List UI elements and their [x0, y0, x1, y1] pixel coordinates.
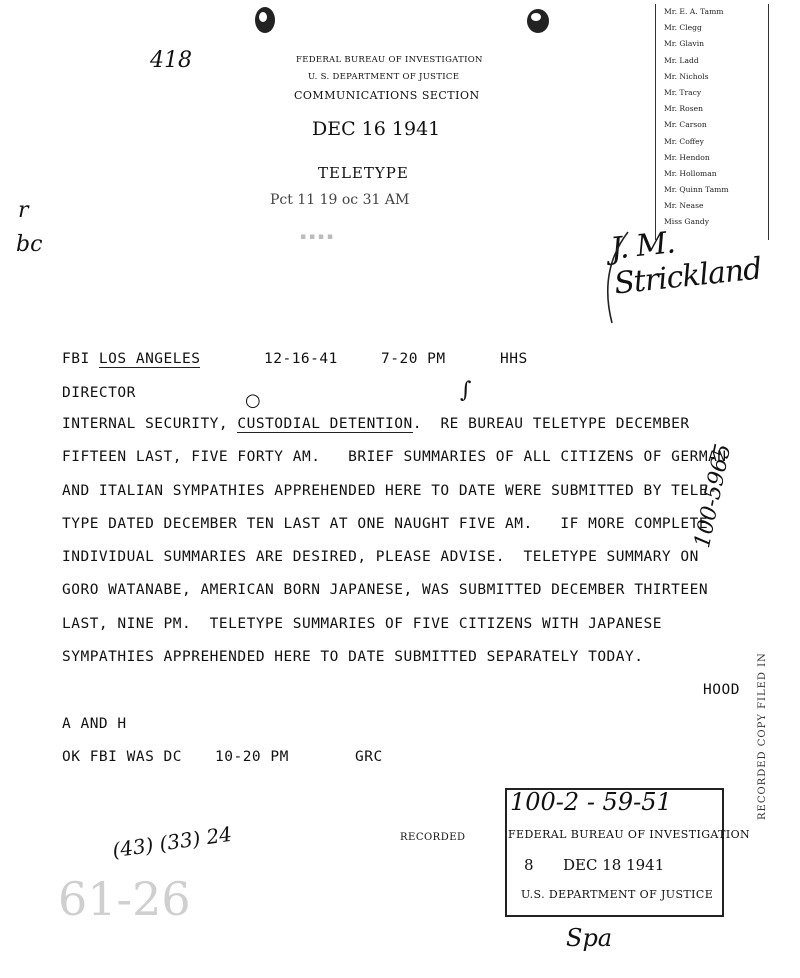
stamp-department: U.S. DEPARTMENT OF JUSTICE [521, 888, 714, 901]
body-line: AND ITALIAN SYMPATHIES APPREHENDED HERE TO DATE WERE SUBMITTED BY TELE- [62, 483, 718, 499]
routing-list [655, 4, 769, 240]
message-date: 12-16-41 [264, 351, 338, 367]
body-line: LAST, NINE PM. TELETYPE SUMMARIES OF FIVE CITIZENS WITH JAPANESE [62, 616, 662, 632]
signature: J. M. Strickland [608, 225, 763, 302]
from-office-display: LOS ANGELES [98, 351, 201, 367]
stamp-date: DEC 18 1941 [563, 856, 665, 874]
routing-name: Mr. Glavin [664, 39, 705, 49]
hand-initial-mark: ∫ [460, 378, 472, 403]
margin-mark-check: r [18, 198, 29, 223]
ink-blot-left [250, 2, 280, 40]
section-label: COMMUNICATIONS SECTION [294, 89, 480, 102]
faint-stamp-a: ▪ ▪ ▪ ▪ [300, 232, 333, 242]
bottom-hand-numbers: (43) (33) 24 [110, 821, 234, 863]
closing-time: 10-20 PM [215, 749, 289, 765]
routing-name: Mr. E. A. Tamm [664, 7, 724, 16]
routing-name: Miss Gandy [664, 217, 710, 227]
subject-suffix: . RE BUREAU TELETYPE DECEMBER [412, 416, 690, 432]
message-to: DIRECTOR [62, 385, 136, 401]
closing-text: OK FBI WAS DC [62, 749, 182, 765]
date-stamp: DEC 16 1941 [312, 118, 441, 140]
routing-name: Mr. Nease [664, 201, 704, 211]
subject: CUSTODIAL DETENTION [237, 416, 413, 432]
signoff: HOOD [703, 682, 740, 698]
body-line: INDIVIDUAL SUMMARIES ARE DESIRED, PLEASE ADVISE. TELETYPE SUMMARY ON [62, 549, 699, 565]
routing-name: Mr. Carson [664, 120, 707, 130]
recorded-label: RECORDED [400, 832, 466, 843]
routing-name: Mr. Nichols [664, 71, 709, 81]
body-line: FIFTEEN LAST, FIVE FORTY AM. BRIEF SUMMARIES OF ALL CITIZENS OF GERMAN [62, 449, 727, 465]
routing-name: Mr. Clegg [664, 23, 702, 33]
file-number-hand: 418 [150, 48, 192, 73]
routing-name: Mr. Rosen [664, 104, 703, 114]
faint-number: 61-26 [58, 872, 191, 926]
circle-mark: ○ [245, 390, 261, 411]
subject-line [62, 416, 690, 432]
routing-name: Mr. Holloman [664, 168, 717, 178]
routing-name: Mr. Tracy [664, 87, 702, 97]
agency-label: FEDERAL BUREAU OF INVESTIGATION [296, 55, 483, 65]
stamp-file-number: 100-2 - 59-51 [510, 788, 672, 816]
body-line: GORO WATANABE, AMERICAN BORN JAPANESE, WAS SUBMITTED DECEMBER THIRTEEN [62, 582, 709, 598]
recorded-copy-stamp: RECORDED COPY FILED IN [757, 652, 768, 820]
routing-name: Mr. Hendon [664, 152, 710, 162]
message-time: 7-20 PM [381, 351, 446, 367]
teletype-label: TELETYPE [318, 164, 409, 182]
department-label: U. S. DEPARTMENT OF JUSTICE [308, 72, 460, 82]
ink-blot-right [521, 3, 555, 39]
signature-flourish [598, 228, 638, 328]
side-file-number: 100-5965 [690, 441, 737, 551]
message-header: FBI LOS ANGELES [62, 351, 201, 367]
body-line: SYMPATHIES APPREHENDED HERE TO DATE SUBMITTED SEPARATELY TODAY. [62, 649, 644, 665]
stamp-index: 8 [524, 856, 534, 874]
stamp-initials: Spa [566, 924, 613, 952]
routing-name: Mr. Quinn Tamm [664, 185, 729, 195]
body-line: TYPE DATED DECEMBER TEN LAST AT ONE NAUGHT FIVE AM. IF MORE COMPLETE [62, 516, 709, 532]
margin-mark-bc: bc [16, 232, 43, 257]
ack: A AND H [62, 716, 127, 732]
routing-name: Mr. Coffey [664, 136, 704, 146]
message-initials: HHS [500, 351, 528, 367]
subject-prefix: INTERNAL SECURITY, [62, 416, 238, 432]
closing-initials: GRC [355, 749, 383, 765]
garbled-stamp: Pct 11 19 oc 31 AM [270, 192, 410, 208]
stamp-agency: FEDERAL BUREAU OF INVESTIGATION [508, 828, 751, 841]
routing-name: Mr. Ladd [664, 55, 699, 65]
